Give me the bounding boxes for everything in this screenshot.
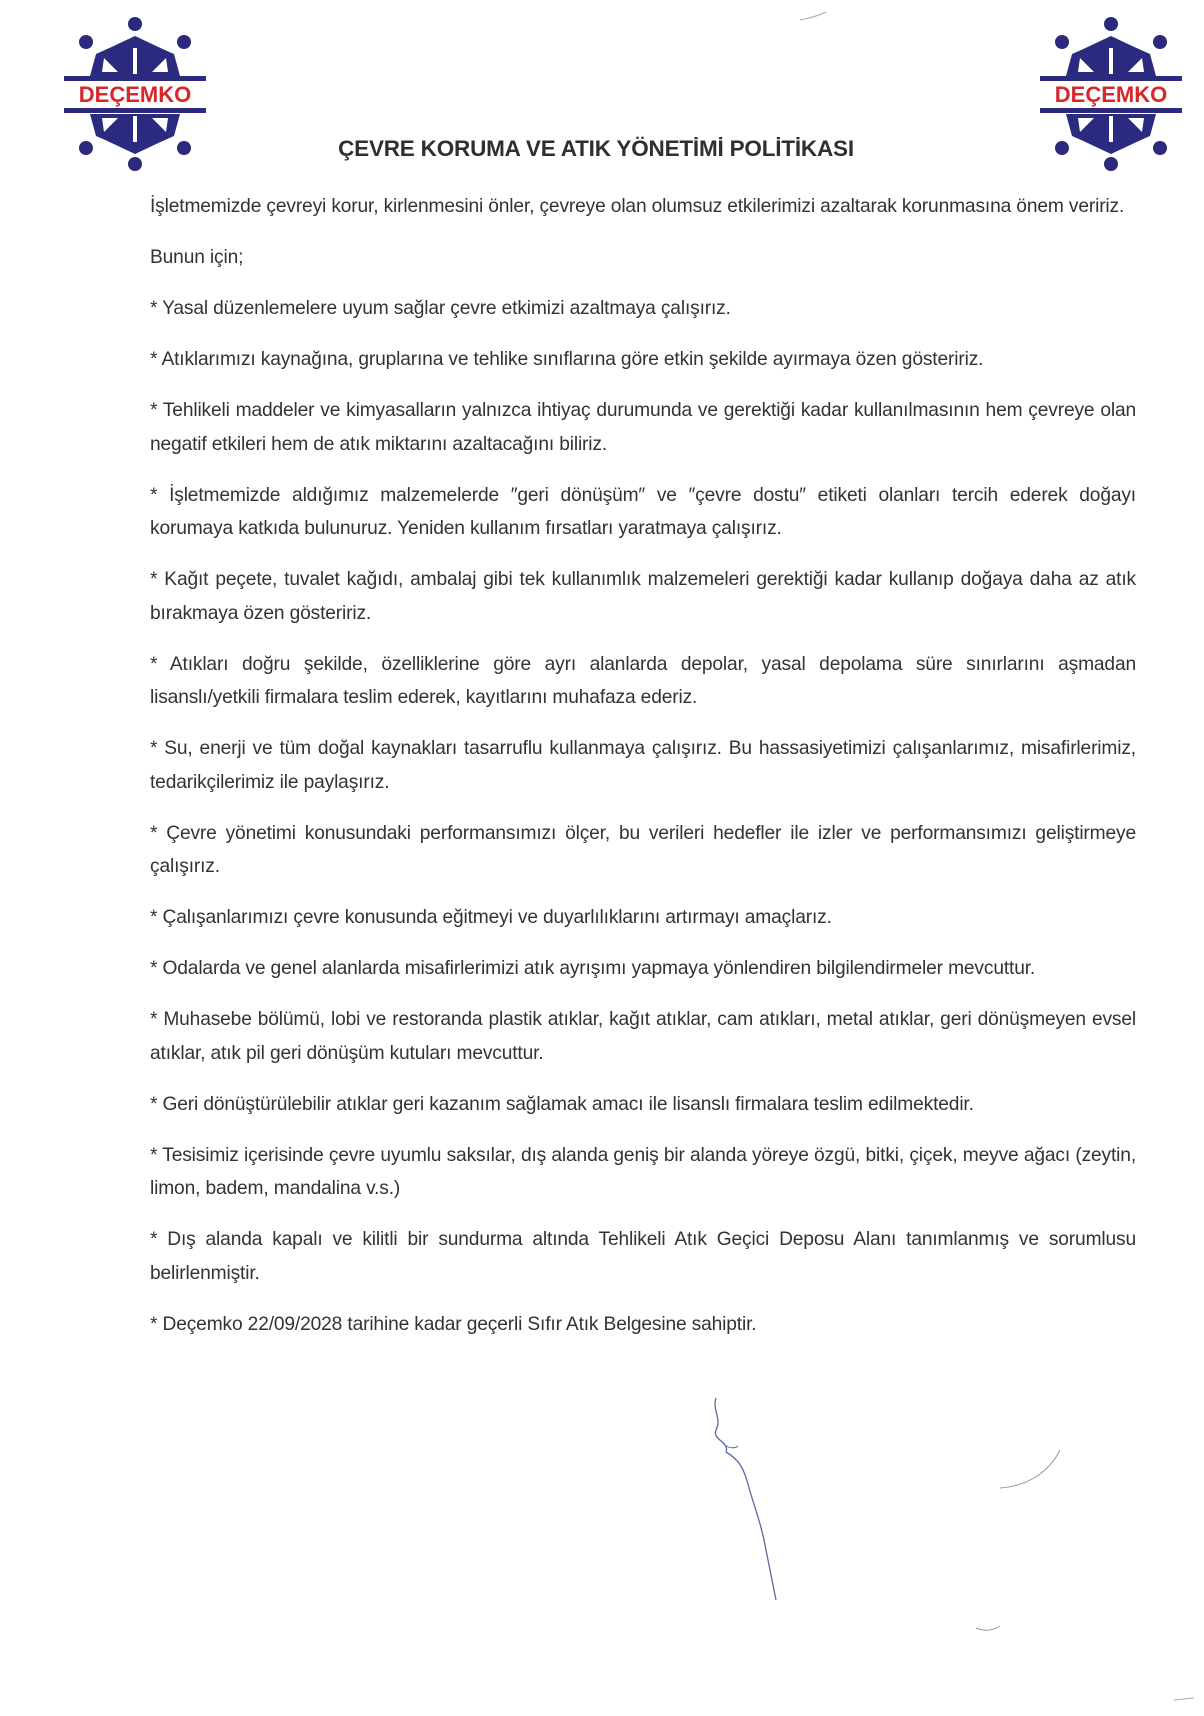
lead-in: Bunun için; xyxy=(150,247,244,268)
policy-item: * Geri dönüştürülebilir atıklar geri kazanım sağlamak amacı ile lisanslı firmalara teslim edilmektedir. xyxy=(150,1093,974,1115)
policy-item: * Tesisimiz içerisinde çevre uyumlu saksılar, dış alanda geniş bir alanda yöreye özgü, bitki, çiçek, meyve ağacı (zeytin, limon, badem, mandalina v.s.) xyxy=(150,1144,1136,1199)
policy-item: * Su, enerji ve tüm doğal kaynakları tasarruflu kullanmaya çalışırız. Bu hassasiyetimizi çalışanlarımız, misafirlerimiz, tedarikçilerimiz ile paylaşırız. xyxy=(150,738,1136,793)
policy-item: * Çevre yönetimi konusundaki performansımızı ölçer, bu verileri hedefler ile izler ve performansımızı geliştirmeye çalışırız. xyxy=(150,822,1136,877)
logo-text: DEÇEMKO xyxy=(1054,82,1168,107)
policy-item: * Muhasebe bölümü, lobi ve restoranda plastik atıklar, kağıt atıklar, cam atıkları, metal atıklar, geri dönüşmeyen evsel atıklar, atık pil geri dönüşüm kutuları mevcuttur. xyxy=(150,1009,1136,1064)
policy-item: * Tehlikeli maddeler ve kimyasalların yalnızca ihtiyaç durumunda ve gerektiği kadar kullanılmasının hem çevreye olan negatif etkileri hem de atık miktarını azaltacağını biliriz. xyxy=(150,400,1136,455)
policy-item: * Yasal düzenlemelere uyum sağlar çevre etkimizi azaltmaya çalışırız. xyxy=(150,298,731,319)
document-body xyxy=(150,190,1136,1359)
page-title: ÇEVRE KORUMA VE ATIK YÖNETİMİ POLİTİKASI xyxy=(338,136,854,161)
policy-item: * Deçemko 22/09/2028 tarihine kadar geçerli Sıfır Atık Belgesine sahiptir. xyxy=(150,1313,757,1335)
policy-item: * Odalarda ve genel alanlarda misafirlerimizi atık ayrışımı yapmaya yönlendiren bilgilendirmeler mevcuttur. xyxy=(150,958,1036,979)
policy-item: * Kağıt peçete, tuvalet kağıdı, ambalaj gibi tek kullanımlık malzemeleri gerektiği kadar kullanıp doğaya daha az atık bırakmaya özen gösteririz. xyxy=(150,569,1136,624)
logo-text: DEÇEMKO xyxy=(78,82,192,107)
policy-item: * Çalışanlarımızı çevre konusunda eğitmeyi ve duyarlılıklarını artırmayı amaçlarız. xyxy=(150,907,832,928)
policy-item: * Atıkları doğru şekilde, özelliklerine göre ayrı alanlarda depolar, yasal depolama süre sınırlarını aşmadan lisanslı/yetkili firmalara teslim ederek, kayıtlarını muhafaza ederiz. xyxy=(150,653,1136,708)
policy-item: * Atıklarımızı kaynağına, gruplarına ve tehlike sınıflarına göre etkin şekilde ayırmaya özen gösteririz. xyxy=(150,349,984,370)
policy-item: * İşletmemizde aldığımız malzemelerde ″geri dönüşüm″ ve ″çevre dostu″ etiketi olanları tercih ederek doğayı korumaya katkıda bulunuruz. Yeniden kullanım fırsatları yaratmaya çalışırız. xyxy=(150,484,1136,539)
intro-paragraph: İşletmemizde çevreyi korur, kirlenmesini önler, çevreye olan olumsuz etkilerimizi azaltarak korunmasına önem veririz. xyxy=(150,196,1125,217)
policy-item: * Dış alanda kapalı ve kilitli bir sundurma altında Tehlikeli Atık Geçici Deposu Alanı tanımlanmış ve sorumlusu belirlenmiştir. xyxy=(150,1229,1136,1284)
